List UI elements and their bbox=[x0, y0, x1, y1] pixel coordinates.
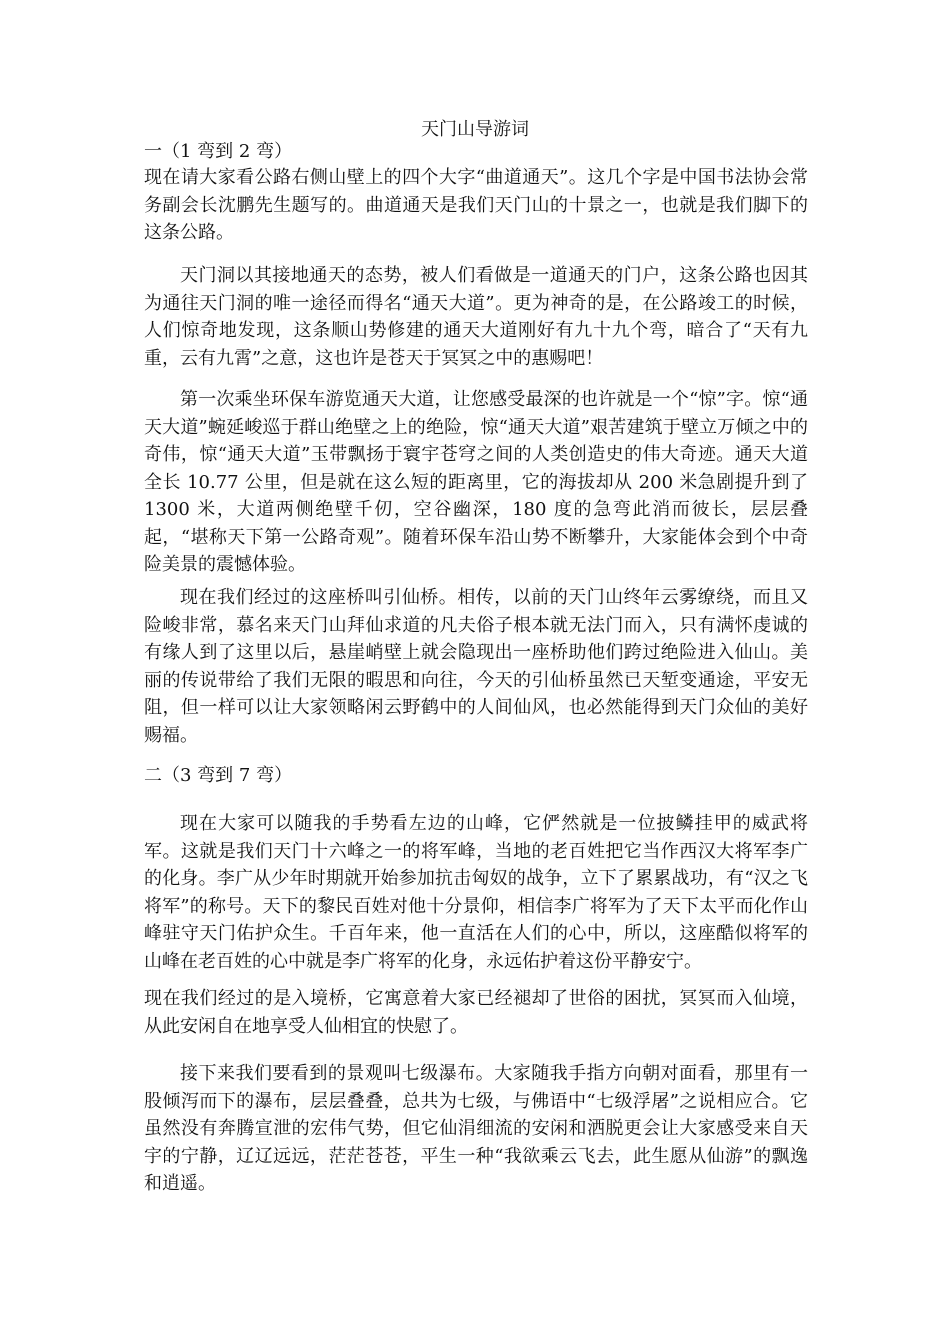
paragraph-7: 接下来我们要看到的景观叫七级瀑布。大家随我手指方向朝对面看，那里有一股倾泻而下的瀑布，层层叠叠，总共为七级，与佛语中“七级浮屠”之说相应合。它虽然没有奔腾宣泄的宏伟气势，但它仙涓细流的安闲和洒脱更会让大家感受来自天宇的宁静，辽辽远远，茫茫苍苍，平生一种“我欲乘云飞去，此生愿从仙游”的飘逸和逍遥。 bbox=[144, 1063, 808, 1194]
paragraph-5: 现在大家可以随我的手势看左边的山峰，它俨然就是一位披鳞挂甲的威武将军。这就是我们天门十六峰之一的将军峰，当地的老百姓把它当作西汉大将军李广的化身。李广从少年时期就开始参加抗击匈奴的战争，立下了累累战功，有“汉之飞将军”的称号。天下的黎民百姓对他十分景仰，相信李广将军为了天下太平而化作山峰驻守天门佑护众生。千百年来，他一直活在人们的心中，所以，这座酷似将军的山峰在老百姓的心中就是李广将军的化身，永远佑护着这份平静安宁。 bbox=[144, 813, 808, 972]
paragraph-2: 天门洞以其接地通天的态势，被人们看做是一道通天的门户，这条公路也因其为通往天门洞的唯一途径而得名“通天大道”。更为神奇的是，在公路竣工的时候，人们惊奇地发现，这条顺山势修建的通天大道刚好有九十九个弯，暗合了“天有九重，云有九霄”之意，这也许是苍天于冥冥之中的惠赐吧！ bbox=[144, 265, 808, 369]
paragraph-1: 现在请大家看公路右侧山壁上的四个大字“曲道通天”。这几个字是中国书法协会常务副会长沈鹏先生题写的。曲道通天是我们天门山的十景之一，也就是我们脚下的这条公路。 bbox=[144, 167, 808, 243]
page-title: 天门山导游词 bbox=[421, 119, 529, 140]
paragraph-4: 现在我们经过的这座桥叫引仙桥。相传，以前的天门山终年云雾缭绕，而且又险峻非常，慕名来天门山拜仙求道的凡夫俗子根本就无法门而入，只有满怀虔诚的有缘人到了这里以后，悬崖峭壁上就会隐现出一座桥助他们跨过绝险进入仙山。美丽的传说带给了我们无限的暇思和向往，今天的引仙桥虽然已天堑变通途，平安无阻，但一样可以让大家领略闲云野鹤中的人间仙风，也必然能得到天门众仙的美好赐福。 bbox=[144, 587, 808, 746]
section-1-heading: 一（1 弯到 2 弯） bbox=[144, 141, 293, 162]
section-2-heading: 二（3 弯到 7 弯） bbox=[144, 765, 293, 786]
paragraph-3: 第一次乘坐环保车游览通天大道，让您感受最深的也许就是一个“惊”字。惊“通天大道”蜿延峻巡于群山绝壁之上的绝险，惊“通天大道”艰苦建筑于壁立万倾之中的奇伟，惊“通天大道”玉带飘扬于寰宇苍穹之间的人类创造史的伟大奇迹。通天大道全长 10.77 公里，但是就在这么短的距离里，它的海拔却从 200 米急剧提升到了 1300 米，大道两侧绝壁千仞，空谷幽深，180 度的急弯此消而彼长，层层叠起，“堪称天下第一公路奇观”。随着环保车沿山势不断攀升，大家能体会到个中奇险美景的震憾体验。 bbox=[144, 389, 808, 575]
paragraph-6: 现在我们经过的是入境桥，它寓意着大家已经褪却了世俗的困扰，冥冥而入仙境，从此安闲自在地享受人仙相宜的快慰了。 bbox=[144, 988, 808, 1037]
